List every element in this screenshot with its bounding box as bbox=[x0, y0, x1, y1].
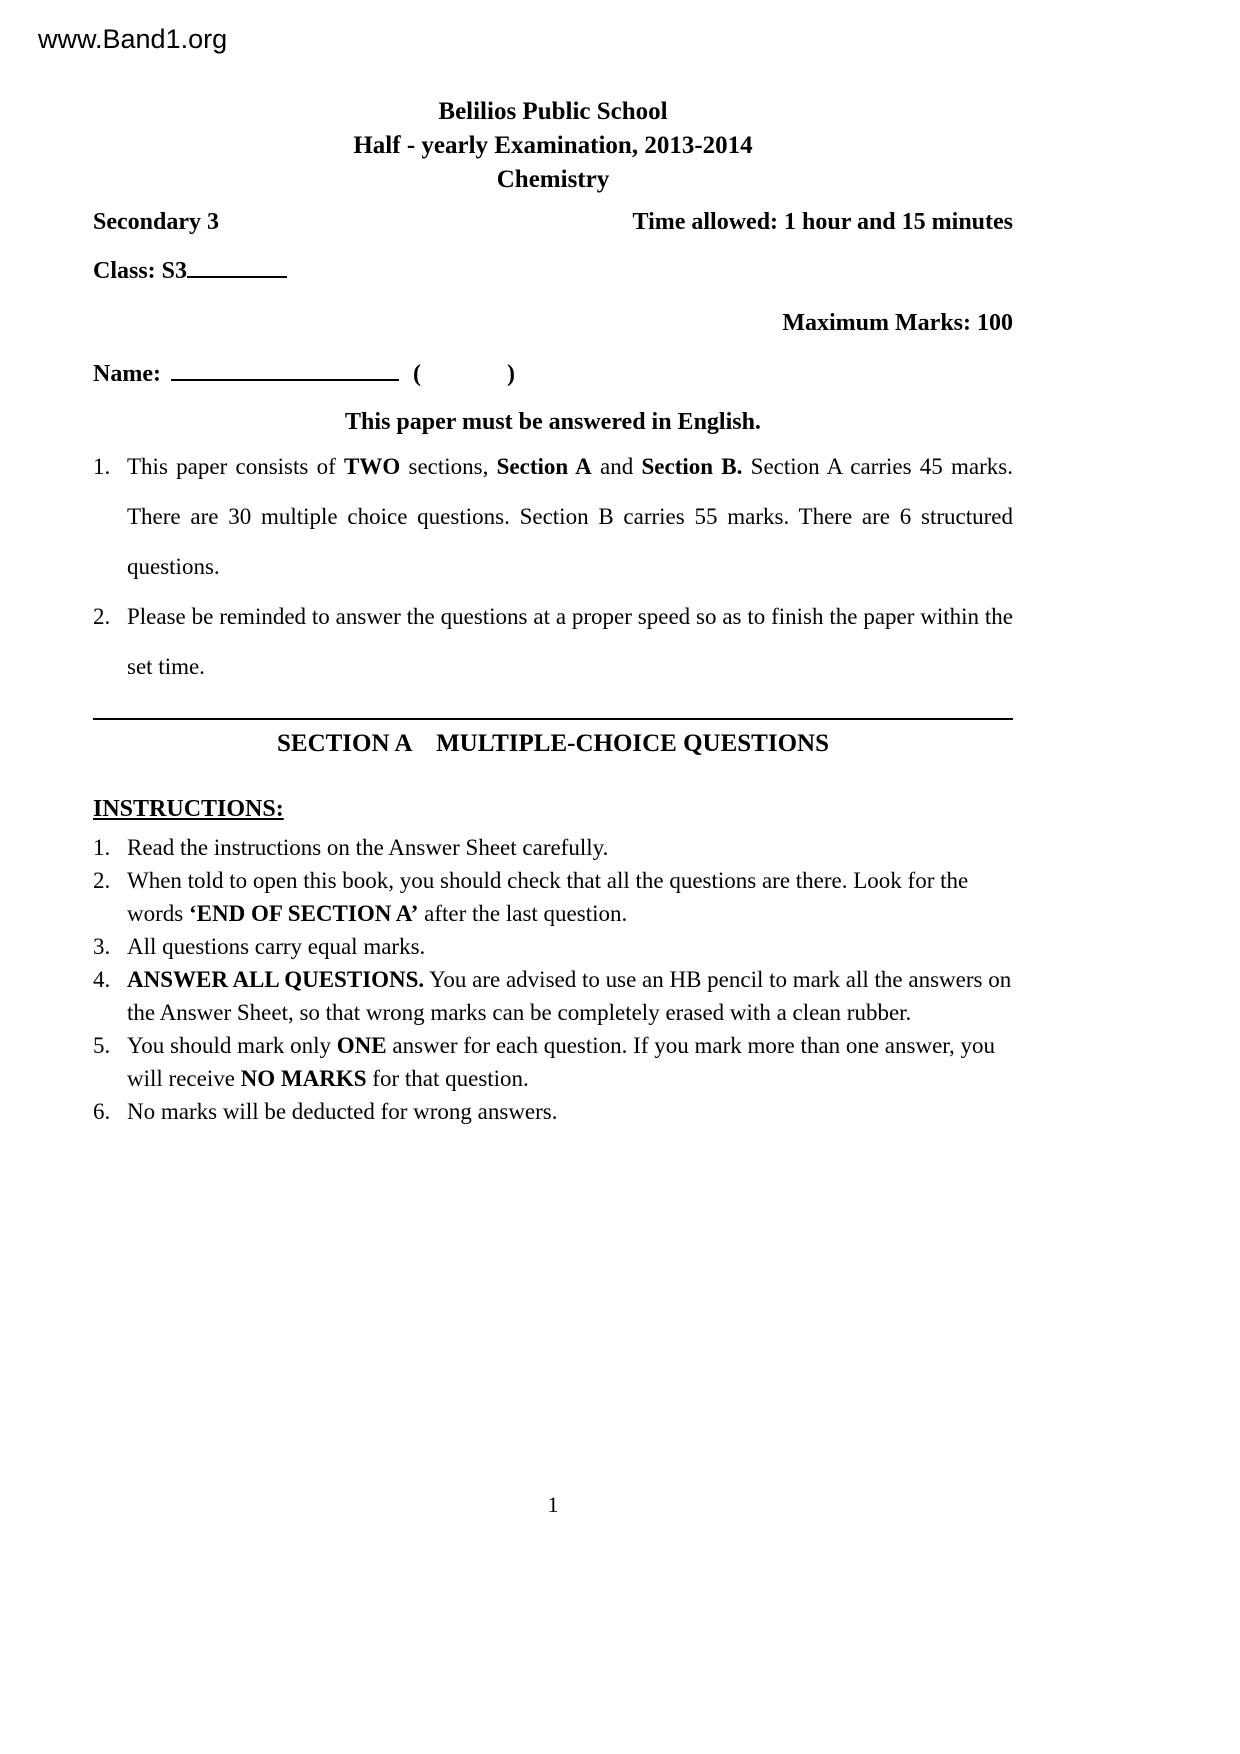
list-item bbox=[93, 831, 1013, 864]
section-a-instructions-list bbox=[93, 831, 1013, 1128]
item-number: 4. bbox=[93, 966, 111, 992]
name-line bbox=[93, 356, 1013, 391]
item-number: 5. bbox=[93, 1032, 111, 1058]
item-text: When told to open this book, you should check that all the questions are there. Look for the words ‘END OF SECTION A’ after the last question. bbox=[127, 867, 969, 926]
list-item bbox=[93, 864, 1013, 930]
section-a-title: SECTION A MULTIPLE-CHOICE QUESTIONS bbox=[276, 729, 829, 757]
general-instructions-list bbox=[93, 442, 1013, 692]
exam-paper-page bbox=[93, 0, 1013, 1128]
item-text: ANSWER ALL QUESTIONS. You are advised to use an HB pencil to mark all the answers on the Answer Sheet, so that wrong marks can be completely erased with a clean rubber. bbox=[127, 966, 1012, 1025]
item-number: 1. bbox=[93, 453, 111, 479]
language-instruction: This paper must be answered in English. bbox=[345, 408, 761, 435]
level-label: Secondary 3 bbox=[93, 209, 219, 235]
exam-title: Half - yearly Examination, 2013-2014 bbox=[353, 132, 753, 159]
item-text: This paper consists of TWO sections, Section A and Section B. Section A carries 45 marks. There are 30 multiple choice questions. Section B carries 55 marks. There are 6 structured questions. bbox=[127, 453, 1014, 579]
watermark-url: www.Band1.org bbox=[38, 24, 228, 54]
item-number: 6. bbox=[93, 1098, 111, 1124]
section-divider-line bbox=[93, 718, 1013, 720]
class-line bbox=[93, 253, 1013, 288]
list-item bbox=[93, 930, 1013, 963]
class-label: Class: S3 bbox=[93, 257, 188, 284]
page-number: 1 bbox=[547, 1492, 559, 1517]
item-number: 1. bbox=[93, 834, 111, 860]
school-name: Belilios Public School bbox=[438, 98, 668, 125]
item-text: Read the instructions on the Answer Sheet carefully. bbox=[127, 834, 609, 860]
list-item bbox=[93, 592, 1013, 692]
item-text: No marks will be deducted for wrong answers. bbox=[127, 1098, 558, 1124]
max-marks-label: Maximum Marks: 100 bbox=[782, 309, 1013, 336]
item-number: 2. bbox=[93, 603, 111, 629]
item-text: You should mark only ONE answer for each question. If you mark more than one answer, you will receive NO MARKS for that question. bbox=[127, 1032, 996, 1091]
class-number-paren-open: ( bbox=[412, 360, 421, 387]
list-item bbox=[93, 442, 1013, 592]
list-item bbox=[93, 1029, 1013, 1095]
list-item bbox=[93, 963, 1013, 1029]
name-label: Name: bbox=[93, 360, 161, 387]
item-text: Please be reminded to answer the questions at a proper speed so as to finish the paper within the set time. bbox=[127, 603, 1013, 679]
subject-title: Chemistry bbox=[496, 166, 610, 193]
level-time-row bbox=[93, 205, 1013, 239]
class-blank-line bbox=[187, 253, 287, 278]
class-number-paren-close: ) bbox=[506, 360, 515, 387]
item-text: All questions carry equal marks. bbox=[127, 933, 426, 959]
name-blank-line bbox=[171, 356, 399, 381]
list-item bbox=[93, 1095, 1013, 1128]
time-allowed-label: Time allowed: 1 hour and 15 minutes bbox=[632, 209, 1013, 235]
item-number: 3. bbox=[93, 933, 111, 959]
instructions-heading: INSTRUCTIONS: bbox=[93, 795, 284, 822]
item-number: 2. bbox=[93, 867, 111, 893]
